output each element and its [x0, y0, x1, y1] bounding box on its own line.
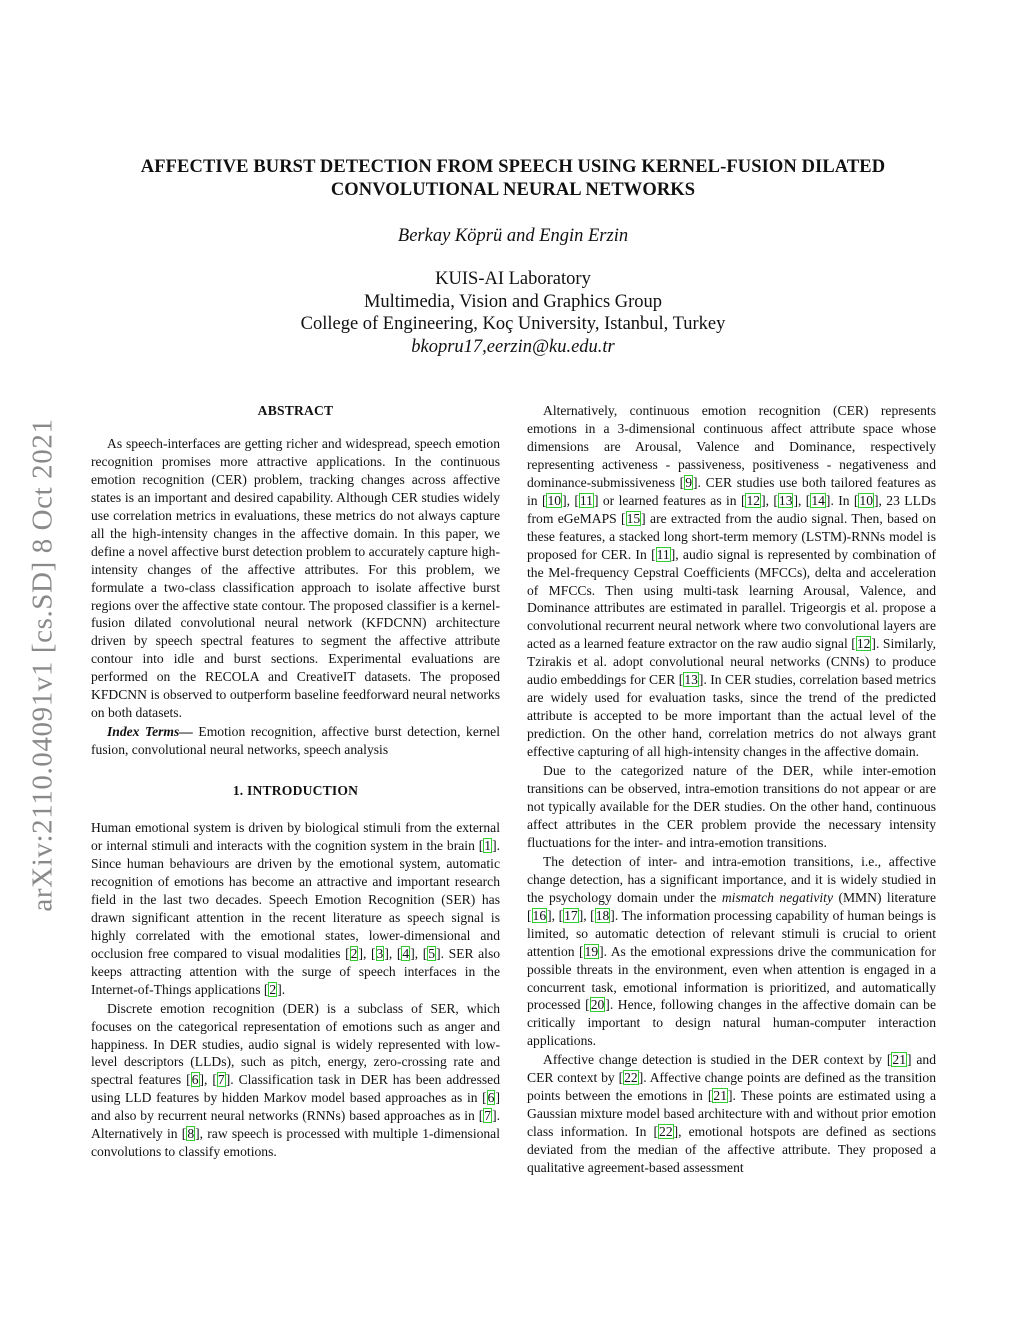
- author-list: Berkay Köprü and Engin Erzin: [397, 226, 629, 246]
- citation-link[interactable]: 14: [811, 492, 825, 508]
- affiliation-university: College of Engineering, Koç University, Istanbul, Turkey: [300, 314, 726, 335]
- citation-link[interactable]: 21: [892, 1052, 907, 1068]
- citation-link[interactable]: 7: [217, 1072, 225, 1088]
- author-email: bkopru17,eerzin@ku.edu.tr: [411, 336, 615, 357]
- affiliation-block: [90, 268, 936, 358]
- title-line-2: CONVOLUTIONAL NEURAL NETWORKS: [330, 180, 696, 200]
- citation-link[interactable]: 1: [484, 838, 492, 854]
- citation-link[interactable]: 6: [191, 1072, 199, 1088]
- citation-link[interactable]: 20: [590, 997, 605, 1013]
- citation-link[interactable]: 12: [856, 636, 871, 652]
- citation-link[interactable]: 18: [595, 907, 610, 923]
- index-terms-label: Index Terms—: [107, 724, 193, 740]
- affiliation-lab: KUIS-AI Laboratory: [435, 269, 591, 289]
- citation-link[interactable]: 3: [376, 945, 384, 961]
- index-terms: [91, 723, 500, 759]
- paper-title: [90, 156, 936, 202]
- citation-link[interactable]: 4: [402, 945, 410, 961]
- citation-link[interactable]: 22: [624, 1070, 638, 1086]
- citation-link[interactable]: 15: [626, 510, 641, 526]
- citation-link[interactable]: 13: [684, 672, 698, 688]
- right-column: [527, 402, 936, 1177]
- citation-link[interactable]: 2: [350, 945, 358, 961]
- citation-link[interactable]: 9: [685, 474, 692, 490]
- citation-link[interactable]: 10: [547, 492, 562, 508]
- citation-link[interactable]: 12: [746, 492, 761, 508]
- introduction-heading: 1. INTRODUCTION: [232, 783, 359, 799]
- affiliation-group: Multimedia, Vision and Graphics Group: [363, 291, 663, 312]
- citation-link[interactable]: 22: [659, 1124, 673, 1140]
- citation-link[interactable]: 19: [584, 943, 599, 959]
- citation-link[interactable]: 8: [187, 1126, 195, 1142]
- intro-paragraph-4: Due to the categorized nature of the DER, while inter-emotion transitions can be observed, intra-emotion transitions do not appear or are not typically available for the DER studies. On the other hand, continuous affect attributes in the CER problem provide the necessary intensity fluctuations for the inter- and intra-emotion transitions.: [527, 763, 936, 850]
- citation-link[interactable]: 7: [484, 1108, 492, 1124]
- citation-link[interactable]: 13: [778, 492, 793, 508]
- citation-link[interactable]: 5: [428, 945, 436, 961]
- intro-paragraph-5: The detection of inter- and intra-emotion transitions, i.e., affective change detection, has a significant importance, and it is widely studied in the psychology domain under the mismatch negativity (MMN) literature [16], [17], [18]. The information processing capability of human beings is limited, so automatic detection of relevant stimuli is crucial to orient attention [19]. As the emotional expressions drive the communication for possible threats in the environment, even when attention is engaged in a concurrent task, emotional information is prioritized, and automatically processed [20]. Hence, following changes in the affective domain can be critically important to design natural human-computer interaction applications.: [527, 853, 937, 1049]
- intro-paragraph-2: Discrete emotion recognition (DER) is a subclass of SER, which focuses on the categorical representation of emotions such as anger and happiness. In DER studies, audio signal is widely represented with low-level descriptors (LLDs), such as pitch, energy, zero-crossing rate and spectral features [6], [7]. Classification task in DER has been addressed using LLD features by hidden Markov model based approaches as in [6] and also by recurrent neural networks (RNNs) based approaches as in [7]. Alternatively in [8], raw speech is processed with multiple 1-dimensional convolutions to classify emotions.: [91, 1000, 500, 1160]
- citation-link[interactable]: 6: [487, 1090, 495, 1106]
- intro-paragraph-3: Alternatively, continuous emotion recognition (CER) represents emotions in a 3-dimensional continuous affect attribute space whose dimensions are Arousal, Valence and Dominance, respectively representing activeness - passiveness, positiveness - negativeness and dominance-submissiveness [9]. CER studies use both tailored features as in [10], [11] or learned features as in [12], [13], [14]. In [10], 23 LLDs from eGeMAPS [15] are extracted from the audio signal. Then, based on these features, a stacked long short-term memory (LSTM)-RNNs model is proposed for CER. In [11], audio signal is represented by combination of the Mel-frequency Cepstral Coefficients (MFCCs), delta and acceleration of MFCCs. Then using multi-task learning Arousal, Valence, and Dominance attributes are estimated in parallel. Trigeorgis et al. propose a convolutional recurrent neural network where two convolutional layers are acted as a learned feature extractor on the raw audio signal [12]. Similarly, Tzirakis et al. adopt convolutional neural networks (CNNs) to produce audio embeddings for CER [13]. In CER studies, correlation based metrics are widely used for evaluation tasks, since the trend of the predicted attribute is accepted to be more important than the actual level of the prediction. On the other hand, correlation metrics do not always grant effective capturing of all high-intensity changes in the affective domain.: [527, 403, 936, 760]
- citation-link[interactable]: 16: [532, 907, 547, 923]
- index-terms-text: Emotion recognition, affective burst detection, kernel fusion, convolutional neural networks, speech analysis: [91, 724, 500, 758]
- arxiv-identifier: arXiv:2110.04091v1 [cs.SD] 8 Oct 2021: [26, 418, 59, 912]
- abstract-heading: ABSTRACT: [257, 403, 334, 418]
- citation-link[interactable]: 2: [269, 981, 277, 997]
- citation-link[interactable]: 11: [579, 492, 593, 508]
- intro-paragraph-6: Affective change detection is studied in the DER context by [21] and CER context by [22]. Affective change points are defined as the transition points between the emotions in [21]. These points are estimated using a Gaussian mixture model based architecture with and without prior emotion class information. In [22], emotional hotspots are defined as sections deviated from the median of the affective attribute. They proposed a qualitative agreement-based assessment: [527, 1052, 936, 1176]
- title-line-1: AFFECTIVE BURST DETECTION FROM SPEECH USING KERNEL-FUSION DILATED: [140, 157, 886, 177]
- emphasized-term: mismatch negativity: [721, 889, 833, 905]
- left-column: [91, 402, 500, 1161]
- citation-link[interactable]: 10: [859, 492, 874, 508]
- citation-link[interactable]: 21: [713, 1088, 728, 1104]
- intro-paragraph-1: Human emotional system is driven by biological stimuli from the external or internal stimuli and interacts with the cognition system in the brain [1]. Since human behaviours are driven by the emotional system, automatic recognition of emotions has become an attractive and important research field in the last two decades. Speech Emotion Recognition (SER) has drawn significant attention in the recent literature as speech signal is highly correlated with the emotional states, lower-dimensional and occlusion free compared to visual modalities [2], [3], [4], [5]. SER also keeps attracting attention with the surge of speech interfaces in the Internet-of-Things applications [2].: [91, 820, 501, 997]
- citation-link[interactable]: 11: [656, 546, 670, 562]
- citation-link[interactable]: 17: [564, 907, 578, 923]
- abstract-text: As speech-interfaces are getting richer and widespread, speech emotion recognition promises more attractive applications. In the continuous emotion recognition (CER) problem, tracking changes across affective states is an important and desired capability. Although CER studies widely use correlation metrics in evaluations, these metrics do not always capture all the high-intensity changes in the affective domain. In this paper, we define a novel affective burst detection problem to accurately capture high-intensity changes of the affective attributes. For this problem, we formulate a two-class classification approach to isolate affective burst regions over the affective state contour. The proposed classifier is a kernel-fusion dilated convolutional neural network (KFDCNN) architecture driven by speech spectral features to segment the affective attribute contour into idle and burst sections. Experimental evaluations are performed on the RECOLA and CreativeIT datasets. The proposed KFDCNN is observed to outperform baseline feedforward neural networks on both datasets.: [91, 435, 500, 721]
